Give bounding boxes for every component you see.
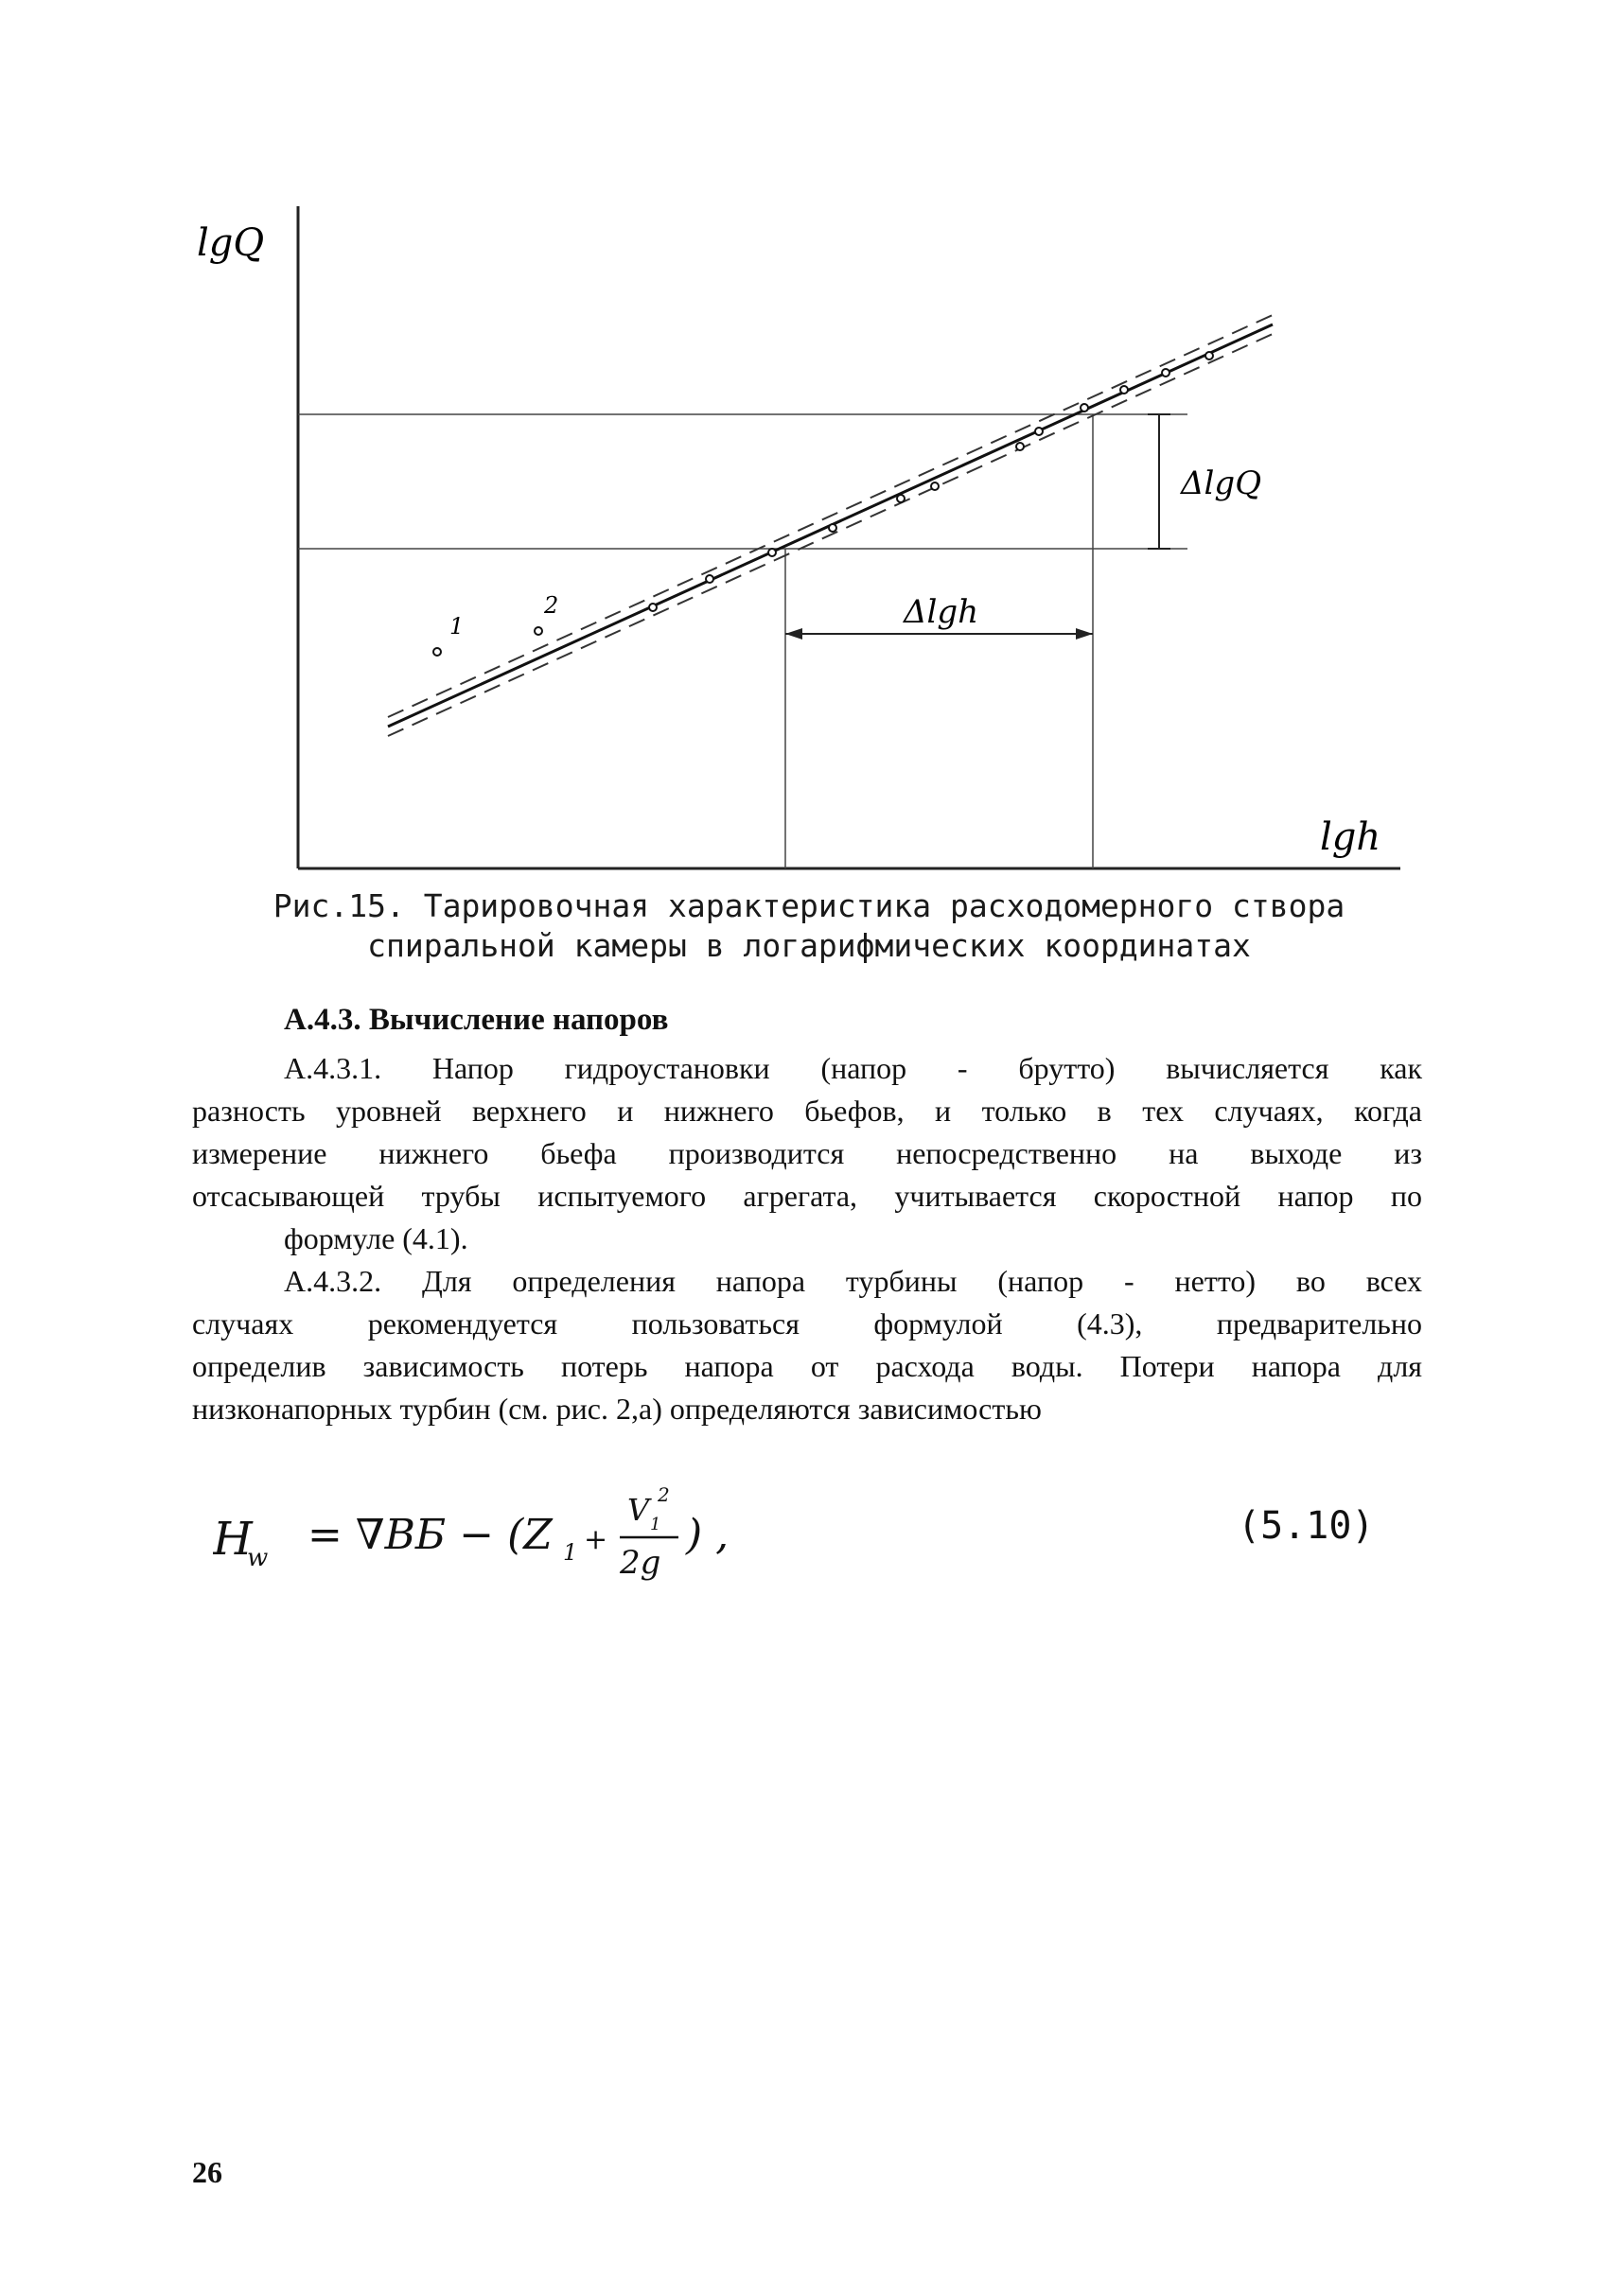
delta-lgh-label: Δlgh	[904, 593, 979, 631]
delta-lgq-label: ΔlgQ	[1181, 464, 1262, 502]
page-number: 26	[192, 2155, 222, 2189]
text-line: А.4.3.1. Напор гидроустановки (напор - брутто) вычисляется как	[284, 1051, 1422, 1085]
lower-bound-line	[388, 334, 1273, 736]
text-line: определив зависимость потерь напора от расхода воды. Потери напора для	[192, 1349, 1422, 1383]
y-axis-label: lgQ	[197, 221, 265, 265]
point-label-1: 1	[449, 613, 465, 640]
x-axis-label: lgh	[1320, 815, 1381, 859]
formula-numerator: V	[627, 1492, 650, 1528]
formula-num-sup: 2	[658, 1483, 670, 1506]
formula-lhs: H	[213, 1513, 253, 1566]
formula-z-sub: 1	[563, 1539, 578, 1566]
upper-bound-line	[388, 315, 1273, 717]
point-label-2: 2	[544, 592, 559, 619]
paragraph-a432	[192, 1260, 1422, 1430]
formula-lhs-sub: w	[247, 1544, 269, 1572]
figure-caption-line-2: спиральной камеры в логарифмических координатах	[367, 927, 1251, 964]
paragraph-a431	[192, 1047, 1422, 1260]
formula-plus: +	[584, 1523, 608, 1556]
text-line: формуле (4.1).	[284, 1221, 468, 1255]
text-line: случаях рекомендуется пользоваться формулой (4.3), предварительно	[192, 1306, 1422, 1341]
text-line: отсасывающей трубы испытуемого агрегата, учитывается скоростной напор по	[192, 1179, 1422, 1213]
formula-rhs-a: = ∇ВБ − (Z	[308, 1511, 553, 1559]
section-heading: А.4.3. Вычисление напоров	[284, 1003, 669, 1037]
formula-5-10	[213, 1481, 1405, 1585]
text-line: низконапорных турбин (см. рис. 2,а) определяются зависимостью	[192, 1392, 1042, 1426]
text-line: А.4.3.2. Для определения напора турбины (напор - нетто) во всех	[284, 1264, 1422, 1298]
tariff-chart	[170, 170, 1438, 889]
formula-denominator: 2g	[620, 1544, 661, 1582]
formula-num-sub: 1	[650, 1515, 661, 1534]
text-line: измерение нижнего бьефа производится непосредственно на выходе из	[192, 1136, 1422, 1170]
equation-number: (5.10)	[1238, 1504, 1375, 1548]
text-line: разность уровней верхнего и нижнего бьефов, и только в тех случаях, когда	[192, 1094, 1422, 1128]
figure-caption-line-1: Рис.15. Тарировочная характеристика расходомерного створа	[273, 887, 1345, 924]
formula-close: ) ,	[686, 1511, 730, 1559]
